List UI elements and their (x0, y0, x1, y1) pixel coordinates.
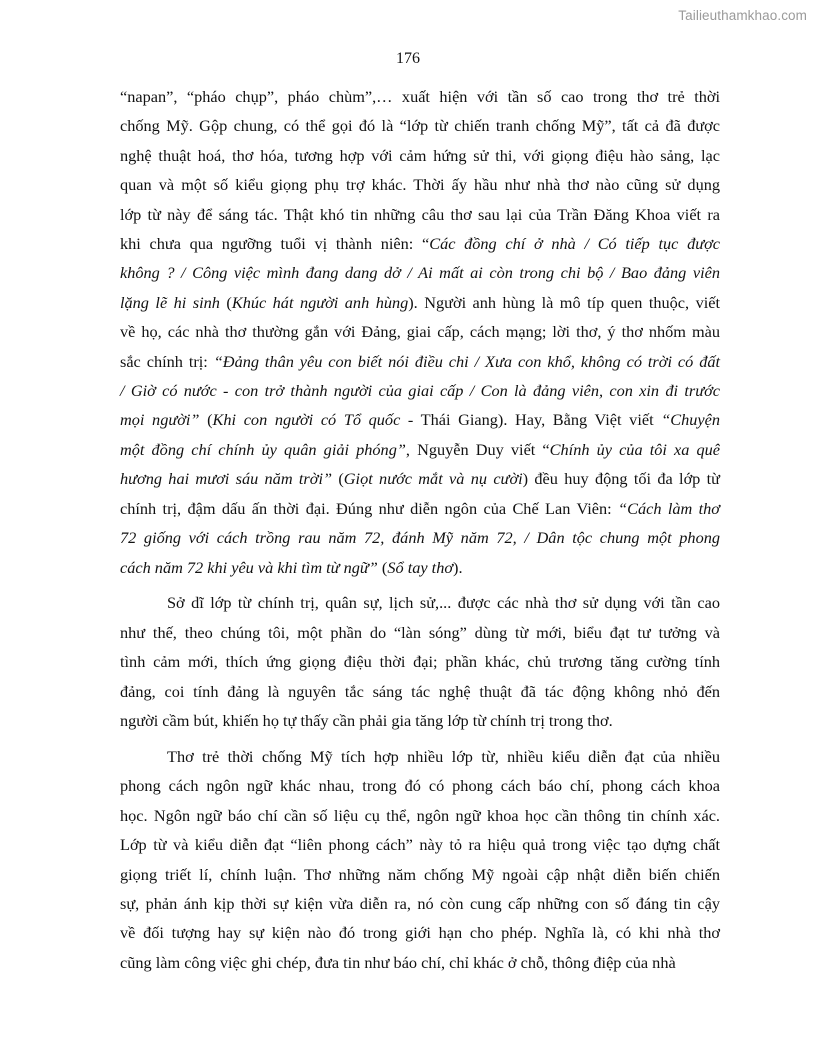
text-line (120, 170, 720, 199)
text-segment: ). Người anh hùng là mô típ quen thuộc, viết (408, 292, 720, 312)
text-segment: về họ, các nhà thơ thường gắn với Đảng, giai cấp, cách mạng; lời thơ, ý thơ nhốm màu (120, 322, 720, 342)
text-line (120, 82, 720, 111)
text-segment: Thơ trẻ thời chống Mỹ tích hợp nhiều lớp từ, nhiều kiểu diễn đạt của nhiều (167, 746, 720, 766)
text-line (120, 830, 720, 859)
italic-segment: Chính ủy của tôi xa quê (549, 439, 721, 459)
italic-segment: Các đồng chí ở nhà / Có tiếp tục được (429, 234, 721, 254)
text-segment: “napan”, “pháo chụp”, pháo chùm”,… xuất hiện với tần số cao trong thơ trẻ thời (120, 87, 720, 106)
text-line (120, 141, 720, 170)
text-segment: quan và một số kiểu giọng phụ trợ khác. Thời ấy hầu như nhà thơ nào cũng sử dụng (120, 175, 720, 195)
text-line (120, 523, 720, 552)
text-segment: Sở dĩ lớp từ chính trị, quân sự, lịch sử,... được các nhà thơ sử dụng với tần cao (167, 593, 720, 613)
text-segment: sự, phản ánh kịp thời sự kiện vừa diễn ra, nó còn cung cấp những con số đáng tin cậy (120, 893, 720, 913)
text-segment: lớp từ này để sáng tác. Thật khó tin những câu thơ sau lại của Trần Đăng Khoa viết ra (120, 204, 720, 224)
text-line (120, 553, 720, 582)
italic-segment: Sổ tay thơ (387, 557, 454, 577)
text-line (120, 347, 720, 376)
text-line (120, 742, 720, 771)
text-line (120, 618, 720, 647)
italic-segment: hương hai mươi sáu năm trời” (120, 469, 333, 489)
italic-segment: Khi con người có Tổ quốc (212, 410, 401, 430)
text-line (120, 801, 720, 830)
text-line (120, 229, 720, 258)
italic-segment: mọi người” (120, 410, 200, 430)
text-line (120, 288, 720, 317)
italic-segment: “Cách làm thơ (618, 498, 720, 518)
text-segment: sắc chính trị: (120, 351, 214, 371)
text-segment: đảng, coi tính đảng là nguyên tắc sáng tác nghệ thuật đã tác động không nhỏ đến (120, 681, 720, 701)
text-line (120, 405, 720, 434)
text-segment: người cầm bút, khiến họ tự thấy cần phải gia tăng lớp từ chính trị trong thơ. (120, 711, 613, 731)
italic-segment: lặng lẽ hi sinh (120, 292, 220, 312)
text-line (120, 948, 720, 977)
text-segment: cũng làm công việc ghi chép, đưa tin như báo chí, chỉ khác ở chỗ, thông điệp của nhà (120, 952, 676, 972)
page-number: 176 (396, 50, 420, 67)
text-segment: về đối tượng hay sự kiện nào đó trong giới hạn cho phép. Nghĩa là, có khi nhà thơ (120, 923, 720, 943)
text-line (120, 677, 720, 706)
text-segment: tình cảm mới, thích ứng giọng điệu thời đại; phần khác, chủ trương tăng cường tính (120, 652, 720, 672)
italic-segment: / Giờ có nước - con trở thành người của giai cấp / Con là đảng viên, con xin đi trước (120, 381, 720, 401)
text-line (120, 706, 720, 735)
watermark: Tailieuthamkhao.com (678, 8, 807, 23)
text-segment: ). (453, 557, 463, 577)
text-segment: như thế, theo chúng tôi, một phần do “làn sóng” dùng từ mới, biểu đạt tư tưởng và (120, 622, 720, 642)
text-segment: , Nguyễn Duy viết “ (405, 439, 550, 459)
document-body (120, 82, 720, 977)
text-line (120, 111, 720, 140)
text-segment: chống Mỹ. Gộp chung, có thể gọi đó là “lớp từ chiến tranh chống Mỹ”, tất cả đã được (120, 116, 720, 136)
text-line (120, 771, 720, 800)
text-line (120, 494, 720, 523)
text-segment: ) đều huy động tối đa lớp từ (522, 469, 720, 489)
text-segment: ( (377, 557, 388, 577)
text-line (120, 435, 720, 464)
text-line (120, 464, 720, 493)
italic-segment: 72 giống với cách trồng rau năm 72, đánh Mỹ năm 72, / Dân tộc chung một phong (120, 528, 720, 548)
text-line (120, 647, 720, 676)
text-segment: nghệ thuật hoá, thơ hóa, tương hợp với cảm hứng sử thi, với giọng điệu hào sảng, lạc (120, 145, 720, 165)
text-segment: khi chưa qua ngưỡng tuổi vị thành niên: “ (120, 234, 430, 254)
italic-segment: Khúc hát người anh hùng (231, 292, 409, 312)
italic-segment: “Đảng thân yêu con biết nói điều chi / Xưa con khổ, không có trời có đất (213, 351, 720, 371)
text-line (120, 918, 720, 947)
italic-segment: không ? / Công việc mình đang dang dở / Ai mất ai còn trong chi bộ / Bao đảng viên (120, 263, 720, 283)
text-segment: - Thái Giang). Hay, Bằng Việt viết (400, 410, 662, 430)
text-line (120, 258, 720, 287)
text-segment: giọng triết lí, chính luận. Thơ những năm chống Mỹ ngoài cập nhật diễn biến chiến (120, 864, 720, 884)
text-line (120, 200, 720, 229)
text-segment: ( (219, 292, 232, 312)
text-segment: ( (199, 410, 213, 430)
text-segment: học. Ngôn ngữ báo chí cần số liệu cụ thể, ngôn ngữ khoa học cần thông tin chính xác. (120, 805, 720, 825)
text-line (120, 317, 720, 346)
text-segment: ( (332, 469, 344, 489)
text-line (120, 588, 720, 617)
text-segment: phong cách ngôn ngữ khác nhau, trong đó có phong cách báo chí, phong cách khoa (120, 776, 720, 796)
text-segment: chính trị, đậm dấu ấn thời đại. Đúng như diễn ngôn của Chế Lan Viên: (120, 498, 619, 518)
text-line (120, 860, 720, 889)
italic-segment: cách năm 72 khi yêu và khi tìm từ ngữ” (120, 557, 378, 577)
italic-segment: “Chuyện (661, 410, 721, 430)
text-segment: Lớp từ và kiểu diễn đạt “liên phong cách” này tỏ ra hiệu quả trong việc tạo dựng chất (120, 835, 720, 855)
text-line (120, 376, 720, 405)
italic-segment: Giọt nước mắt và nụ cười (343, 469, 523, 489)
italic-segment: một đồng chí chính ủy quân giải phóng” (120, 439, 406, 459)
text-line (120, 889, 720, 918)
